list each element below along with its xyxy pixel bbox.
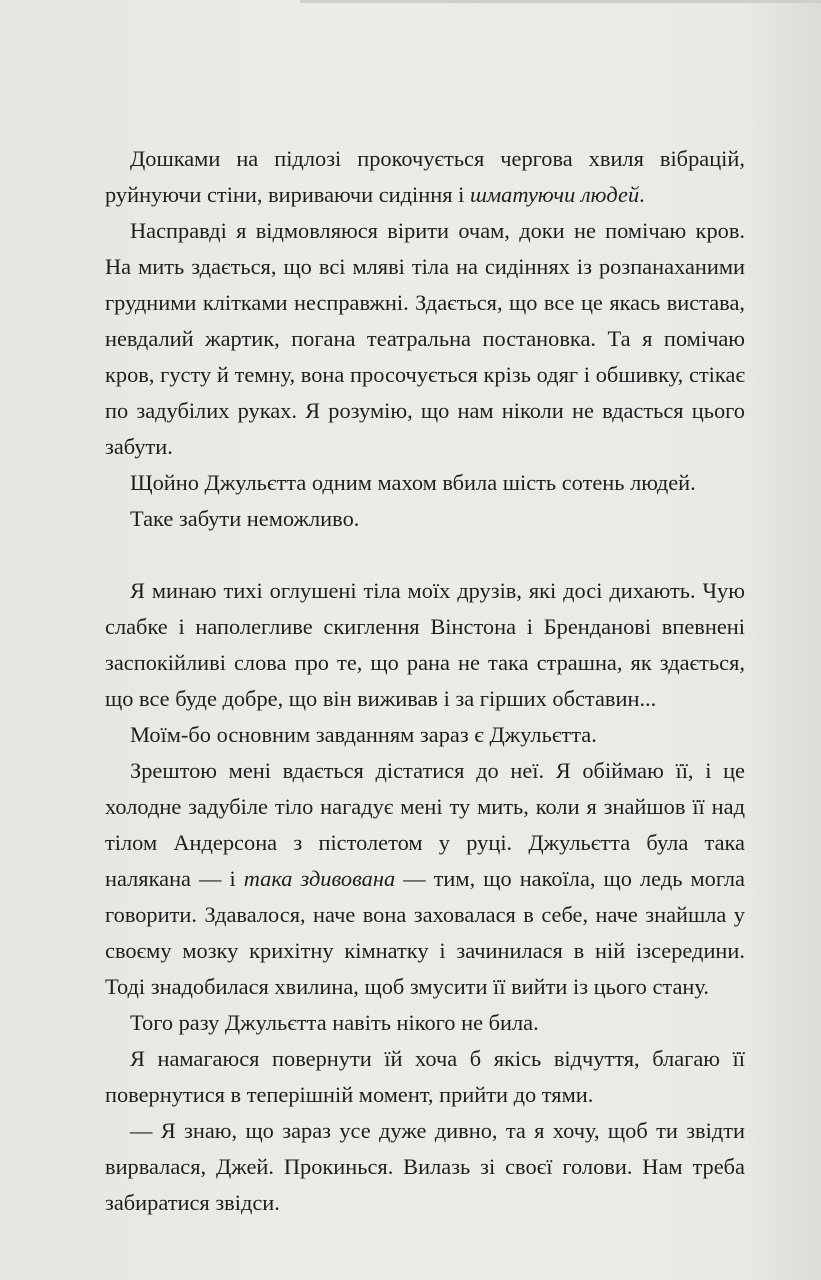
- paragraph-2: Насправді я відмовляюся вірити очам, доки не помічаю кров. На мить здається, що всі мляві тіла на сидіннях із розпанаханими грудними клітками несправжні. Здається, що все це якась вистава, невдалий жартик, погана театральна постановка. Та я помічаю кров, густу й темну, вона просочується крізь одяг і обшивку, стікає по задубілих руках. Я розумію, що нам ніколи не вдасться цього забути.: [105, 218, 745, 459]
- page-top-edge: [300, 0, 821, 3]
- paragraph-1-emphasis: шматуючи людей: [469, 182, 640, 207]
- paragraph-4: Таке забути неможливо.: [130, 506, 360, 531]
- paragraph-7-end: — тим, що накоїла, що ледь могла говорити. Здавалося, наче вона заховалася в себе, наче знайшла у своєму мозку крихітну кімнатку і зачинилася в ній ізсередини. Тоді знадобилася хвилина, щоб змусити її вийти із цього стану.: [105, 866, 745, 999]
- paragraph-3: Щойно Джульєтта одним махом вбила шість сотень людей.: [130, 470, 696, 495]
- paragraph-7-emphasis: така здивована: [243, 866, 396, 891]
- paragraph-7-text: Зрештою мені вдається дістатися до неї. Я обіймаю її, і це холодне задубіле тіло нагадує мені ту мить, коли я знайшов її над тілом Андерсона з пістолетом у руці. Джульєтта була така налякана — і: [105, 758, 745, 891]
- paragraph-9: Я намагаюся повернути їй хоча б якісь відчуття, благаю її повернутися в теперішній момент, прийти до тями.: [105, 1046, 745, 1107]
- paragraph-1-end: .: [639, 182, 645, 207]
- page-text: [105, 141, 745, 1221]
- paragraph-1-text: Дошками на підлозі прокочується чергова хвиля вібрацій, руйнуючи стіни, вириваючи сидіння і: [105, 146, 745, 207]
- paragraph-5: Я минаю тихі оглушені тіла моїх друзів, які досі дихають. Чую слабке і наполегливе скиглення Вінстона і Брендановi впевнені заспокійливі слова про те, що рана не така страшна, як здається, що все буде добре, що він виживав і за гірших обставин...: [105, 578, 745, 711]
- paragraph-6: Моїм-бо основним завданням зараз є Джульєтта.: [130, 722, 597, 747]
- paragraph-1: [105, 141, 745, 213]
- paragraph-8: Того разу Джульєтта навіть нікого не била.: [130, 1010, 539, 1035]
- paragraph-7: [105, 753, 745, 1005]
- paragraph-10: — Я знаю, що зараз усе дуже дивно, та я хочу, щоб ти звідти вирвалася, Джей. Прокинься. Вилазь зі своєї голови. Нам треба забиратися звідси.: [105, 1118, 745, 1215]
